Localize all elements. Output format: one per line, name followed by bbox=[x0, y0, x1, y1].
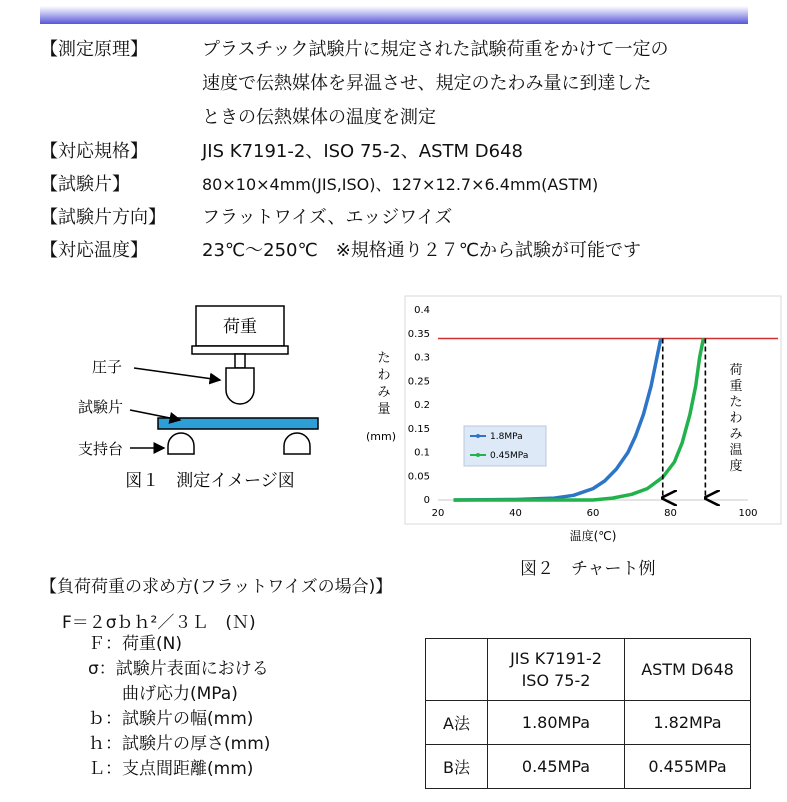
legend bbox=[464, 426, 546, 466]
spec-value: ときの伝熱媒体の温度を測定 bbox=[202, 107, 436, 128]
annotation-char: 温 bbox=[729, 443, 743, 458]
annotation-char: み bbox=[729, 427, 743, 442]
y-tick-label: 0.2 bbox=[414, 400, 430, 411]
legend-marker-2 bbox=[476, 453, 480, 457]
legend-marker-1 bbox=[476, 434, 480, 438]
support-right bbox=[284, 433, 310, 454]
y-axis-title-char: み bbox=[377, 385, 391, 400]
legend-label-1: 1.8MPa bbox=[490, 432, 523, 442]
y-axis-title-char: わ bbox=[377, 368, 391, 383]
spec-label: 【測定原理】 bbox=[40, 39, 148, 60]
y-tick-label: 0.35 bbox=[407, 328, 430, 340]
annotation-char: た bbox=[729, 395, 743, 410]
measurement-diagram bbox=[60, 298, 360, 498]
y-tick-label: 0.4 bbox=[414, 305, 430, 316]
table-cell: A法 bbox=[426, 701, 488, 745]
deflection-chart bbox=[352, 290, 782, 580]
spec-value: 23℃～250℃ ※規格通り２７℃から試験が可能です bbox=[202, 240, 641, 261]
table-header-cell bbox=[426, 639, 488, 701]
spec-value: 速度で伝熱媒体を昇温させ、規定のたわみ量に到達した bbox=[202, 73, 652, 94]
variable-line: ｂ：試験片の幅(mm) bbox=[88, 709, 254, 729]
x-tick-label: 40 bbox=[509, 508, 522, 519]
support-label: 支持台 bbox=[78, 440, 124, 458]
annotation-char: 荷 bbox=[729, 363, 743, 378]
y-tick-label: 0.05 bbox=[407, 471, 430, 483]
specimen-bar bbox=[158, 418, 318, 429]
table-cell: 0.45MPa bbox=[488, 745, 625, 789]
table-cell: B法 bbox=[426, 745, 488, 789]
y-axis-title-char: 量 bbox=[377, 402, 391, 417]
support-left bbox=[168, 433, 194, 454]
legend-label-2: 0.45MPa bbox=[490, 451, 529, 461]
load-plate bbox=[192, 346, 288, 354]
load-label: 荷重 bbox=[223, 317, 257, 337]
spec-label: 【試験片方向】 bbox=[40, 207, 166, 228]
table-cell: 1.80MPa bbox=[488, 701, 625, 745]
y-tick-label: 0 bbox=[423, 495, 430, 506]
y-axis-title bbox=[377, 351, 390, 417]
x-tick-label: 20 bbox=[431, 508, 445, 519]
spec-value: 80×10×4mm(JIS,ISO)、127×12.7×6.4mm(ASTM) bbox=[202, 175, 599, 194]
formula-equation: F＝２σｂｈ²／３Ｌ (Ｎ) bbox=[62, 613, 256, 633]
table-cell: 0.455MPa bbox=[625, 745, 751, 789]
x-tick-label: 60 bbox=[586, 508, 600, 519]
figure1-caption: 図１ 測定イメージ図 bbox=[125, 471, 295, 491]
formula-title: 【負荷荷重の求め方(フラットワイズの場合)】 bbox=[40, 577, 393, 597]
test-load-table bbox=[425, 638, 751, 789]
y-axis-title-char: た bbox=[377, 351, 391, 366]
indenter-stem bbox=[235, 354, 245, 368]
annotation-char: 度 bbox=[729, 459, 743, 474]
x-axis-title: 温度(℃) bbox=[569, 529, 617, 543]
spec-value: フラットワイズ、エッジワイズ bbox=[202, 207, 453, 228]
x-tick-label: 100 bbox=[738, 508, 758, 519]
y-tick-label: 0.15 bbox=[407, 423, 430, 435]
annotation-char: 重 bbox=[729, 379, 743, 394]
indenter-label: 圧子 bbox=[92, 358, 123, 376]
spec-label: 【試験片】 bbox=[40, 174, 130, 195]
annotation-label bbox=[729, 363, 742, 474]
table-header-cell: JIS K7191-2 ISO 75-2 bbox=[488, 639, 625, 701]
table-row bbox=[426, 745, 751, 789]
variable-line: Ｆ：荷重(N) bbox=[88, 634, 182, 654]
spec-value: プラスチック試験片に規定された試験荷重をかけて一定の bbox=[202, 39, 669, 60]
table-header-row bbox=[426, 639, 751, 701]
specimen-label: 試験片 bbox=[78, 398, 124, 416]
y-tick-label: 0.25 bbox=[407, 376, 430, 388]
x-tick-label: 80 bbox=[664, 508, 677, 519]
header-bar bbox=[40, 6, 748, 24]
variable-line: Ｌ：支点間距離(mm) bbox=[88, 759, 254, 779]
table-header-cell: ASTM D648 bbox=[625, 639, 751, 701]
figure2-caption: 図２ チャート例 bbox=[520, 559, 656, 579]
indenter bbox=[226, 368, 254, 404]
formula-variables bbox=[88, 632, 270, 782]
specimen-arrow bbox=[130, 410, 180, 420]
variable-line: σ：試験片表面における bbox=[88, 659, 269, 679]
variable-line: 曲げ応力(MPa) bbox=[88, 684, 238, 704]
annotation-char: わ bbox=[729, 411, 743, 426]
spec-value: JIS K7191-2、ISO 75-2、ASTM D648 bbox=[202, 141, 524, 162]
spec-label: 【対応規格】 bbox=[40, 141, 148, 162]
variable-line: ｈ：試験片の厚さ(mm) bbox=[88, 734, 271, 754]
indenter-arrow bbox=[134, 368, 220, 380]
table-cell: 1.82MPa bbox=[625, 701, 751, 745]
y-tick-label: 0.3 bbox=[414, 352, 430, 364]
table-row bbox=[426, 701, 751, 745]
y-axis-unit: (mm) bbox=[366, 430, 397, 443]
spec-label: 【対応温度】 bbox=[40, 240, 148, 261]
y-tick-label: 0.1 bbox=[414, 447, 430, 459]
